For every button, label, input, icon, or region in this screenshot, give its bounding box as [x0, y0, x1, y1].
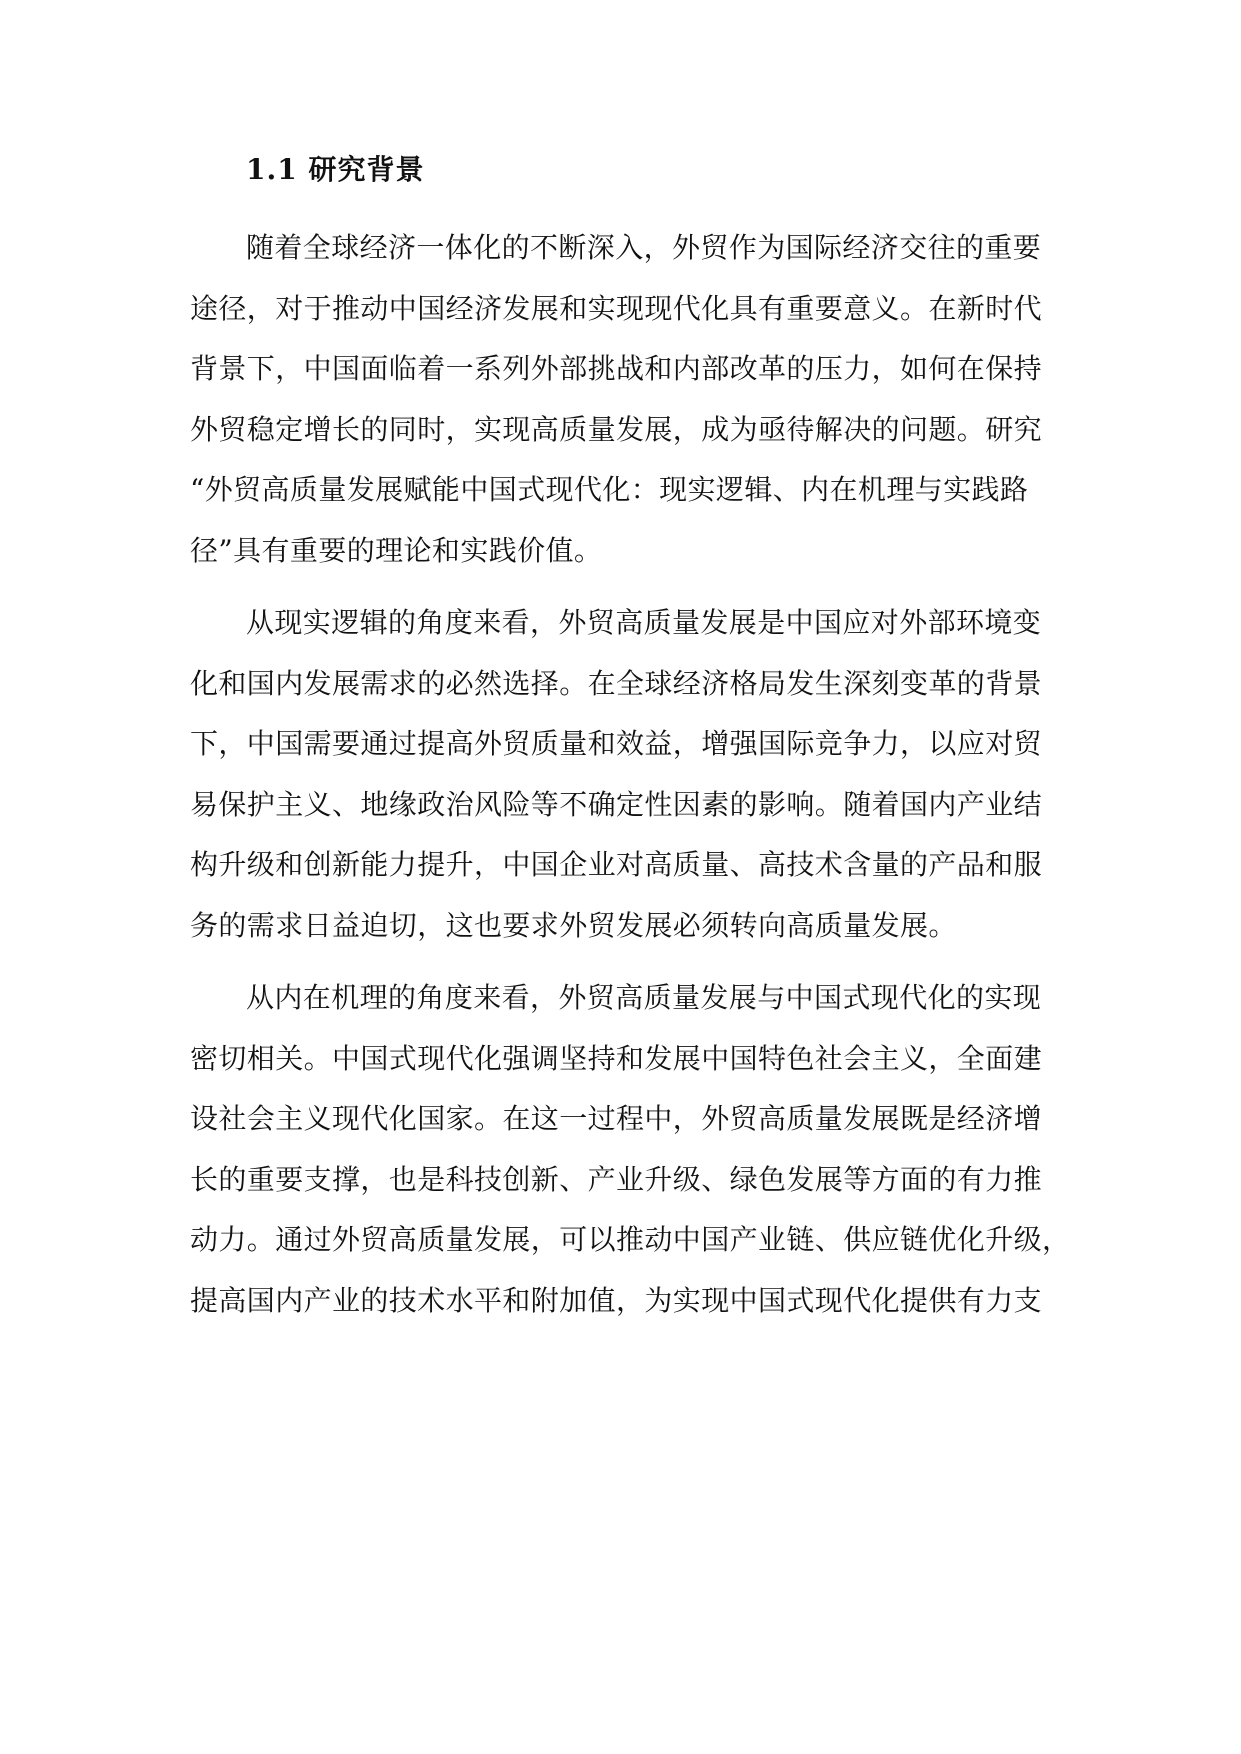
text-line: 外贸稳定增长的同时，实现高质量发展，成为亟待解决的问题。研究 — [190, 412, 1043, 446]
text-line: 密切相关。中国式现代化强调坚持和发展中国特色社会主义，全面建 — [190, 1041, 1043, 1075]
section-heading: 1.1 研究背景 — [246, 153, 425, 186]
text-line: “外贸高质量发展赋能中国式现代化：现实逻辑、内在机理与实践路 — [190, 473, 1029, 506]
text-line: 下，中国需要通过提高外贸质量和效益，增强国际竞争力，以应对贸 — [190, 727, 1043, 760]
paragraph-practical-logic — [190, 593, 1060, 956]
text-line: 长的重要支撑，也是科技创新、产业升级、绿色发展等方面的有力推 — [190, 1162, 1043, 1196]
text-line: 随着全球经济一体化的不断深入，外贸作为国际经济交往的重要 — [246, 231, 1042, 264]
text-line: 背景下，中国面临着一系列外部挑战和内部改革的压力，如何在保持 — [190, 352, 1043, 385]
text-line: 从现实逻辑的角度来看，外贸高质量发展是中国应对外部环境变 — [246, 606, 1042, 639]
text-line: 构升级和创新能力提升，中国企业对高质量、高技术含量的产品和服 — [190, 848, 1043, 881]
text-line: 提高国内产业的技术水平和附加值，为实现中国式现代化提供有力支 — [190, 1283, 1043, 1317]
paragraph-internal-mechanism — [190, 968, 1071, 1331]
text-line: 途径，对于推动中国经济发展和实现现代化具有重要意义。在新时代 — [190, 291, 1043, 325]
paragraph-background — [190, 218, 1060, 581]
text-line: 化和国内发展需求的必然选择。在全球经济格局发生深刻变革的背景 — [190, 666, 1043, 700]
text-line: 设社会主义现代化国家。在这一过程中，外贸高质量发展既是经济增 — [190, 1102, 1043, 1135]
document-content — [190, 140, 1071, 1343]
text-line: 务的需求日益迫切，这也要求外贸发展必须转向高质量发展。 — [190, 908, 957, 942]
text-line: 易保护主义、地缘政治风险等不确定性因素的影响。随着国内产业结 — [190, 787, 1043, 821]
text-line: 从内在机理的角度来看，外贸高质量发展与中国式现代化的实现 — [246, 981, 1042, 1014]
text-line: 径”具有重要的理论和实践价值。 — [190, 533, 603, 567]
text-line: 动力。通过外贸高质量发展，可以推动中国产业链、供应链优化升级， — [190, 1223, 1071, 1256]
